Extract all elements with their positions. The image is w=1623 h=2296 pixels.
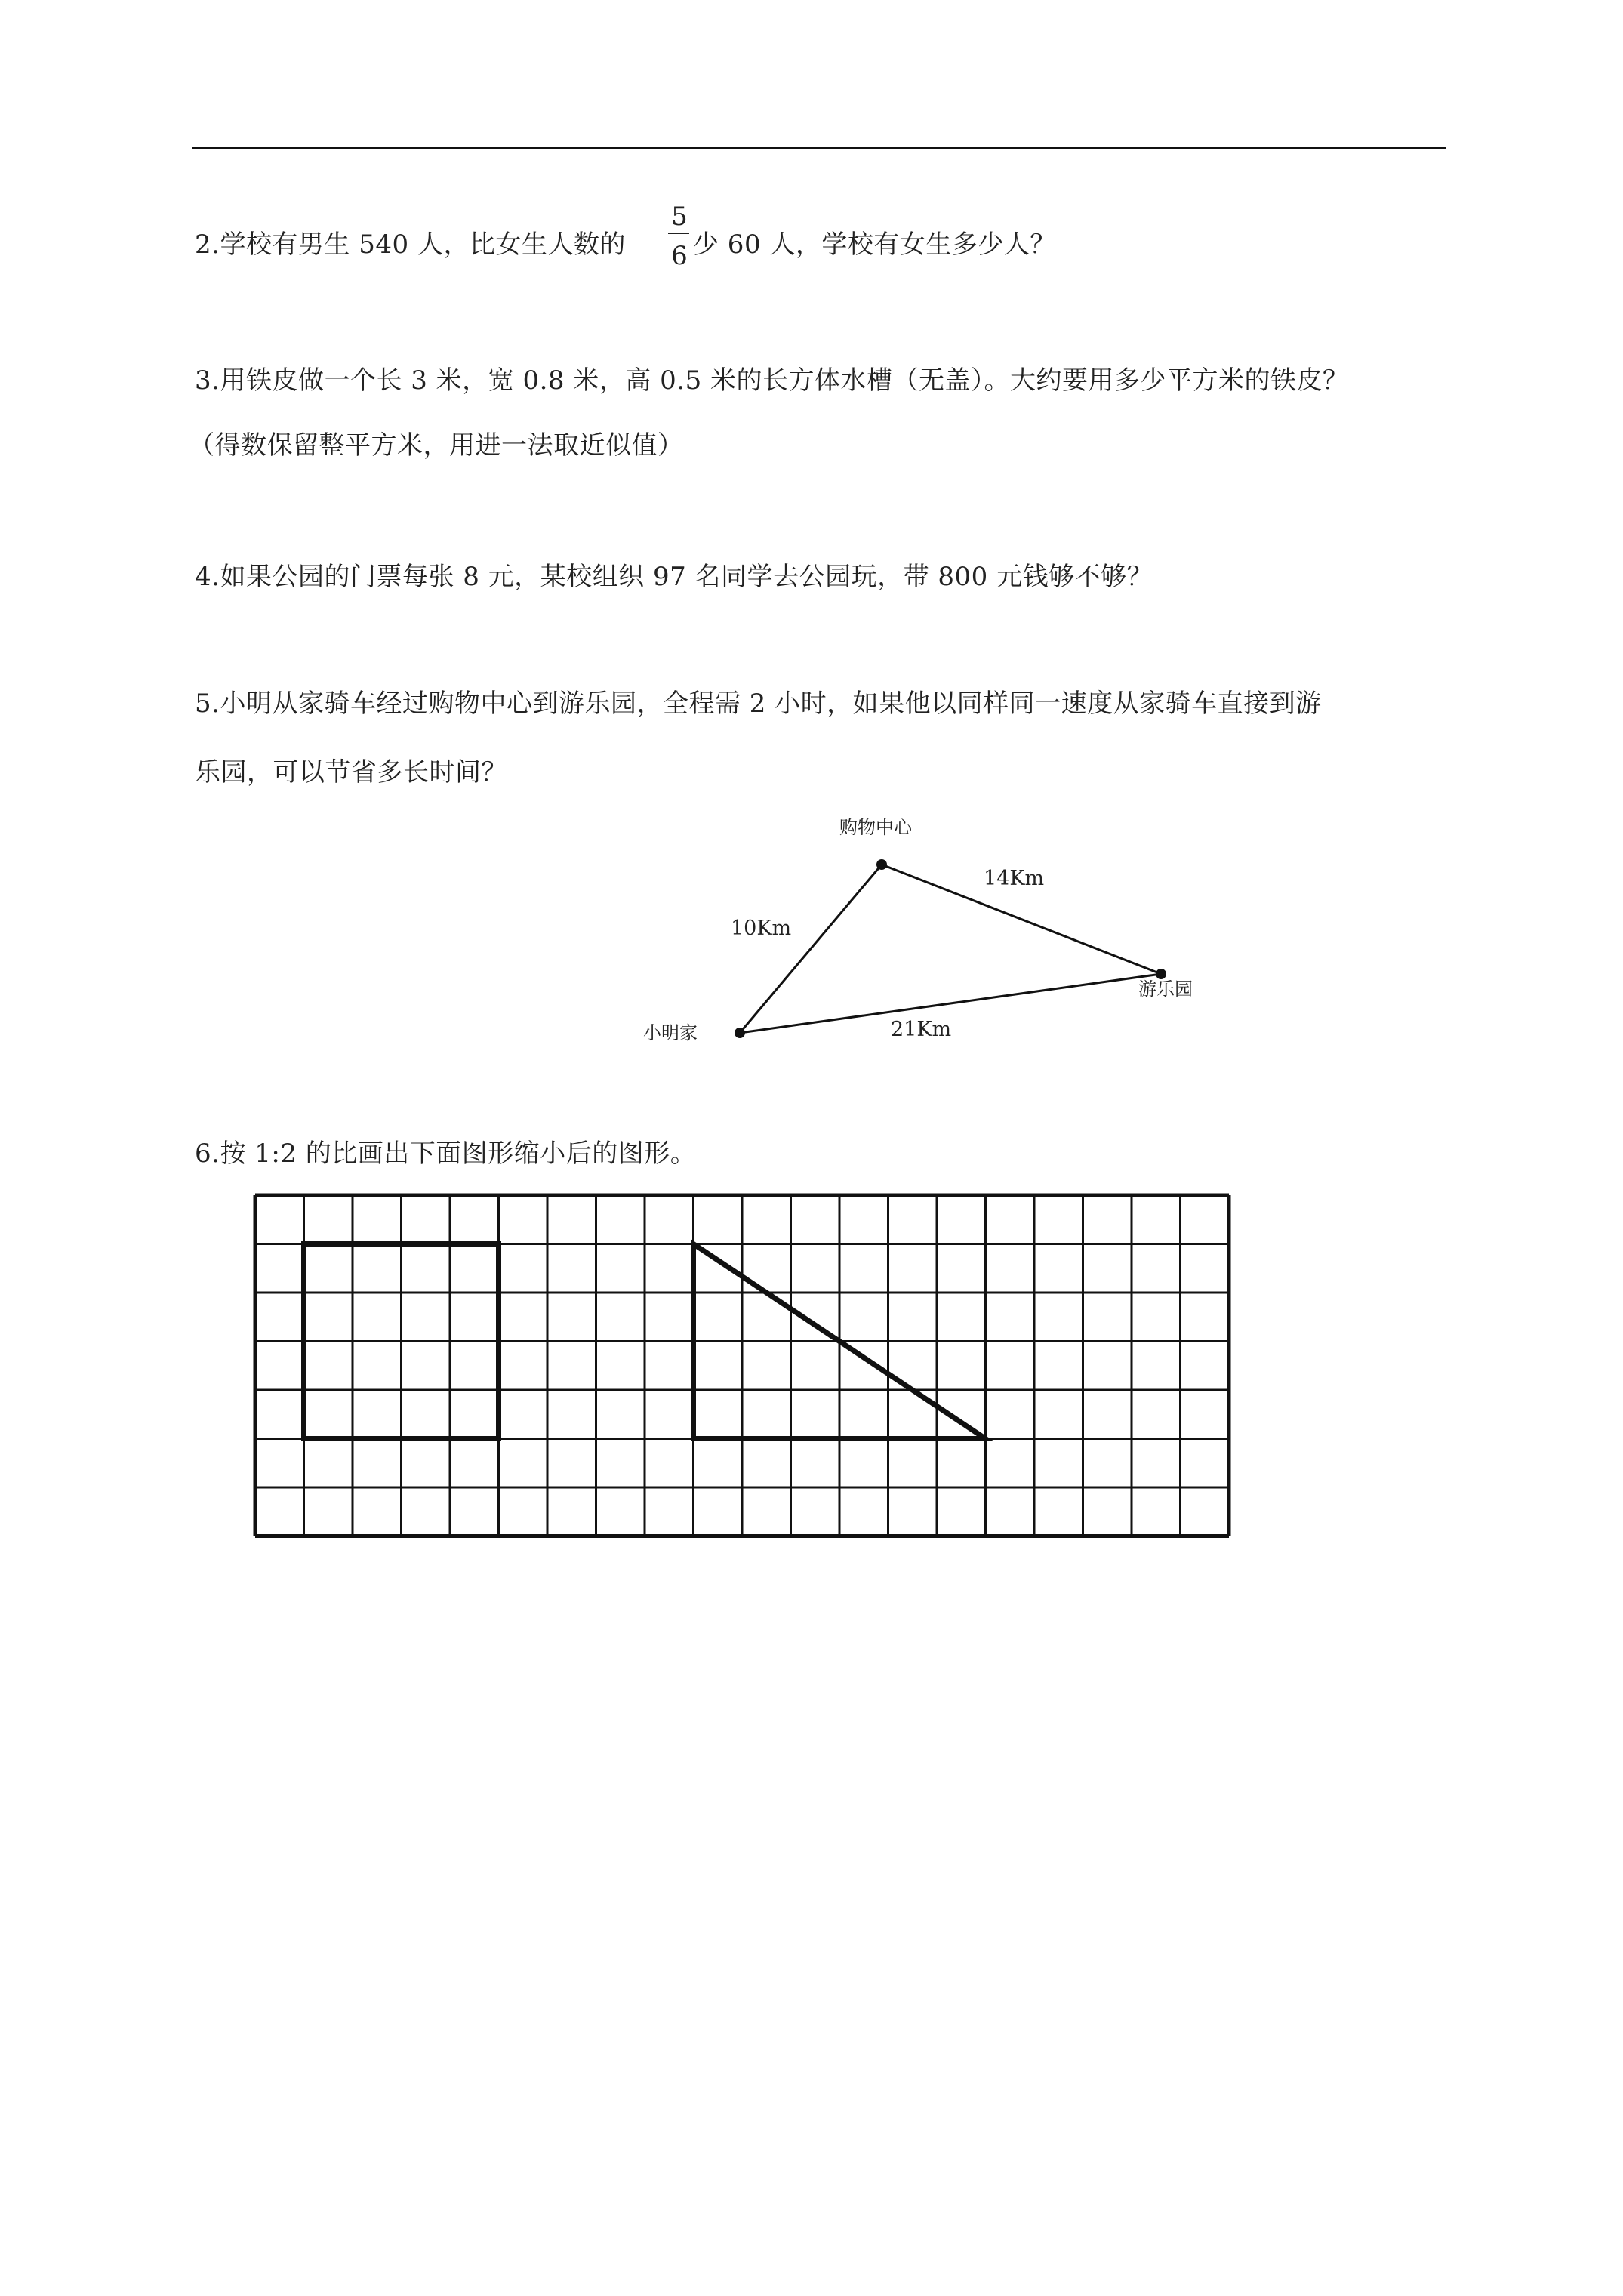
question-4: 4.如果公园的门票每张 8 元，某校组织 97 名同学去公园玩，带 800 元钱够不够？: [195, 562, 1153, 592]
question-5-line-2: 乐园，可以节省多长时间？: [195, 757, 507, 787]
question-5-line-1: 5.小明从家骑车经过购物中心到游乐园，全程需 2 小时，如果他以同样同一速度从家骑车直接到游: [195, 689, 1322, 719]
distance-home-shopping: 10Km: [731, 917, 792, 940]
fraction-numerator: 5: [671, 202, 688, 232]
distance-shopping-park: 14Km: [984, 867, 1045, 890]
question-2-text-before: 2.学校有男生 540 人，比女生人数的: [195, 230, 626, 260]
question-3-line-2: （得数保留整平方米，用进一法取近似值）: [189, 430, 684, 461]
fraction-denominator: 6: [671, 241, 688, 271]
label-park: 游乐园: [1138, 978, 1193, 1000]
label-home: 小明家: [643, 1022, 698, 1043]
label-shopping-center: 购物中心: [839, 817, 912, 838]
question-2-text-after: 少 60 人，学校有女生多少人？: [693, 230, 1056, 260]
question-3-line-1: 3.用铁皮做一个长 3 米，宽 0.8 米，高 0.5 米的长方体水槽（无盖）。大约要用多少平方米的铁皮？: [195, 365, 1349, 396]
distance-home-park: 21Km: [891, 1018, 952, 1041]
question-6: 6.按 1:2 的比画出下面图形缩小后的图形。: [195, 1139, 697, 1169]
